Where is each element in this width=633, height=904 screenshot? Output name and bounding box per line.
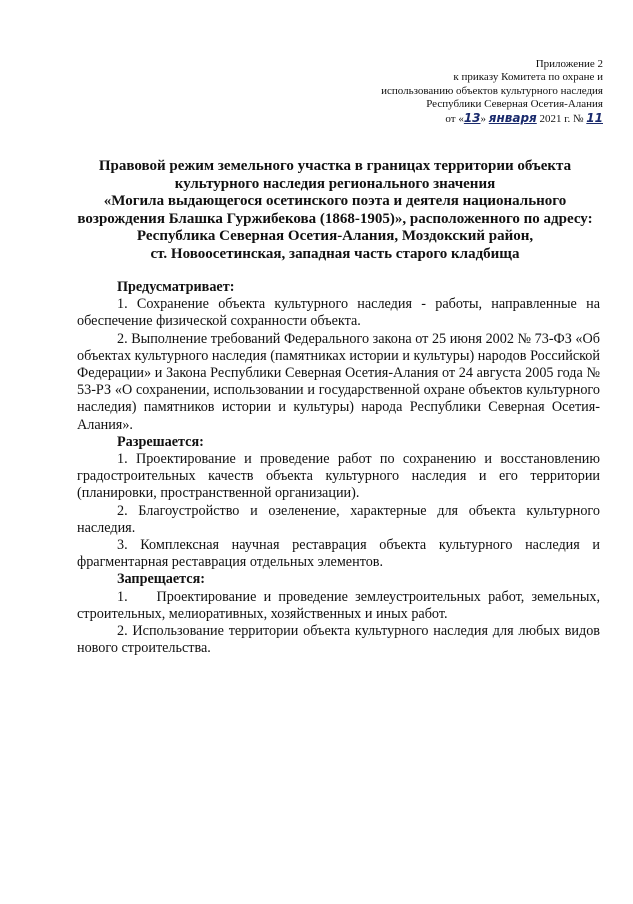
provides-item-2: 2. Выполнение требований Федерального закона от 25 июня 2002 № 73-ФЗ «Об объектах культурного наследия (памятниках истории и культуры) народов Российской Федерации» и Закона Республики Северная Осетия-Алания от 24 августа 2005 года № 53-РЗ «О сохранении, использовании и государственной охране объектов культурного наследия) памятников истории и культуры) народа Республики Северная Осетия-Алания». [77,330,600,433]
title-line-4: возрождения Блашка Гуржибекова (1868-1905)», расположенного по адресу: [77,210,593,227]
handwritten-day: 13 [463,110,481,125]
appendix-republic: Республики Северная Осетия-Алания [426,98,603,111]
document-title [70,158,600,264]
appendix-committee: использованию объектов культурного наследия [381,84,603,97]
title-line-6: ст. Новоосетинская, западная часть старого кладбища [150,245,520,262]
date-suffix: г. № [564,112,584,125]
appendix-order-ref: к приказу Комитета по охране и [453,71,603,84]
provides-item-1: 1. Сохранение объекта культурного наследия - работы, направленные на обеспечение физической сохранности объекта. [77,296,600,330]
appendix-label: Приложение 2 [535,58,603,70]
date-prefix: от « [445,112,464,125]
date-mid: » [480,112,487,125]
allowed-item-2: 2. Благоустройство и озеленение, характерные для объекта культурного наследия. [77,502,600,536]
section-heading-provides: Предусматривает: [117,279,235,295]
allowed-item-3: 3. Комплексная научная реставрация объекта культурного наследия и фрагментарная реставрация отдельных элементов. [77,537,600,571]
allowed-item-1: 1. Проектирование и проведение работ по сохранению и восстановлению градостроительных качеств объекта культурного наследия и его территории (планировки, пространственной организации). [77,451,600,502]
handwritten-month: января [488,110,537,125]
section-heading-allowed: Разрешается: [117,433,204,450]
appendix-date-line [381,112,603,126]
title-line-3: «Могила выдающегося осетинского поэта и деятеля национального [103,193,567,210]
section-heading-forbidden: Запрещается: [117,571,205,588]
forbidden-item-2: 2. Использование территории объекта культурного наследия для любых видов нового строительства. [77,623,600,657]
title-line-5: Республика Северная Осетия-Алания, Моздокский район, [136,228,534,245]
date-year: 2021 [539,112,562,125]
forbidden-item-1: 1. Проектирование и проведение землеустроительных работ, земельных, строительных, мелиоративных, хозяйственных и иных работ. [77,588,604,622]
document-body [77,279,604,657]
title-line-1: Правовой режим земельного участка в границах территории объекта [98,158,572,174]
title-line-2: культурного наследия регионального значения [174,175,496,192]
appendix-header [381,58,603,126]
handwritten-number: 11 [586,110,603,125]
